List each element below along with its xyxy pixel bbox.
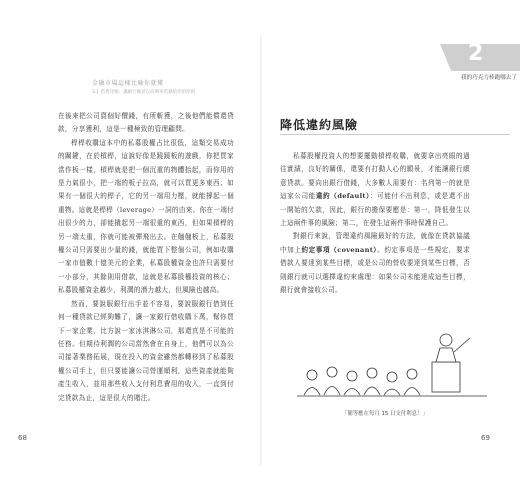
paragraph: 桿桿收購這本中的私募股權占比很低，這類交易成功的關鍵，在於槓桿，這說好像是蹺蹺板的遊戲，你把買家當作板一樣，槓桿就是把一個沉重的物體抬起，而你用的是力氣很小，把一端的板子拉高，就可以買更多東西；如果有一個很大的桿子，它的另一端用力壓，就能撐起一個重物。這就是桿桿（leverage）一詞的由來。你在一端付出很少的力，卻能撬起另一端很重的東西，但如果槓桿的另一端太重，你就可能被彈飛出去。在翹翹板上，私募股權公司只需要出少量的錢，就能買下整個公司，例如收購一家市值數十億美元的企業，私募股權資金也許只需要付一小部分，其餘則用借款，這就是私募股權投資的核心；私募股權資金越少，利潤的潛力越大，但風險也越高。: [58, 138, 235, 295]
paragraph: 然而，要說服銀行出手並不容易，要說服銀行借到任何一種貸款已經夠難了，讓一家銀行借收購下萬，幫你買下一家企業，比方說一家冰淇淋公司，那還真是不可能的任務。但期待利潤的公司當然會在自身上，他們可以為公司接著業務拓展，現在投入的資金雖然都轉移到了私募股權公司手上，但只要能讓公司營運順利，這些資產就能夠產生收入，並用那些收入支付利息費用的收入，一直到付完貸款為止，這是很大的賭注。: [58, 299, 234, 402]
paragraph: 私募股權投資人的想要擺動槓桿收購，就要拿出亮眼的過往實績，良好的關係，還要有打動人心的願景，才能讓銀行願意貸款。要向出銀行借錢，大多數人需要有：名列第一的就是這家公司能違約（default）：可能付不出利息，或是還不出一開始的欠款，因此，銀行的擔保要應是：第一，降低發生以上這兩件事的風險；第二，在發生這兩件事時保護自己。: [280, 152, 471, 228]
paragraph: 對銀行來說，管理違約風險最好的方法，就像在貸款協議中加上約定事項（covenant）。約定事項是一些規定，要求借款人要達到某些目標，或是公司的營收要達到某些目標，否則銀行就可以選擇違約來處理：如果公司未能達成這些目標，銀行就會接收公司。: [280, 232, 470, 295]
illustration-caption: 「簡等應在每月 15 日支付利息！」: [342, 411, 428, 417]
title-divider: [280, 134, 510, 135]
running-head-subtitle: 3.1 借貸比喻：讓銀行願意以高利率借錢給你的原則: [92, 90, 196, 95]
cartoon-illustration: [292, 300, 492, 415]
right-page: [262, 0, 520, 500]
paragraph: 在後來把公司賣個好價錢，有所斬獲，之後他們能償還貸款，分享獲利，這是一種極致的管理顧問。: [58, 112, 234, 134]
chapter-number: 2: [468, 41, 484, 66]
chapter-subtitle: 我的巧克力棒跑哪去了: [461, 75, 517, 81]
running-head-title: 金融市場這樣比喻你就懂: [92, 80, 164, 87]
running-head: [92, 78, 242, 95]
page-number: 69: [481, 434, 490, 442]
section-title: 降低違約風險: [280, 118, 359, 132]
right-body-text: [280, 150, 470, 297]
left-body-text: [58, 110, 234, 405]
page-number: 68: [18, 434, 27, 442]
